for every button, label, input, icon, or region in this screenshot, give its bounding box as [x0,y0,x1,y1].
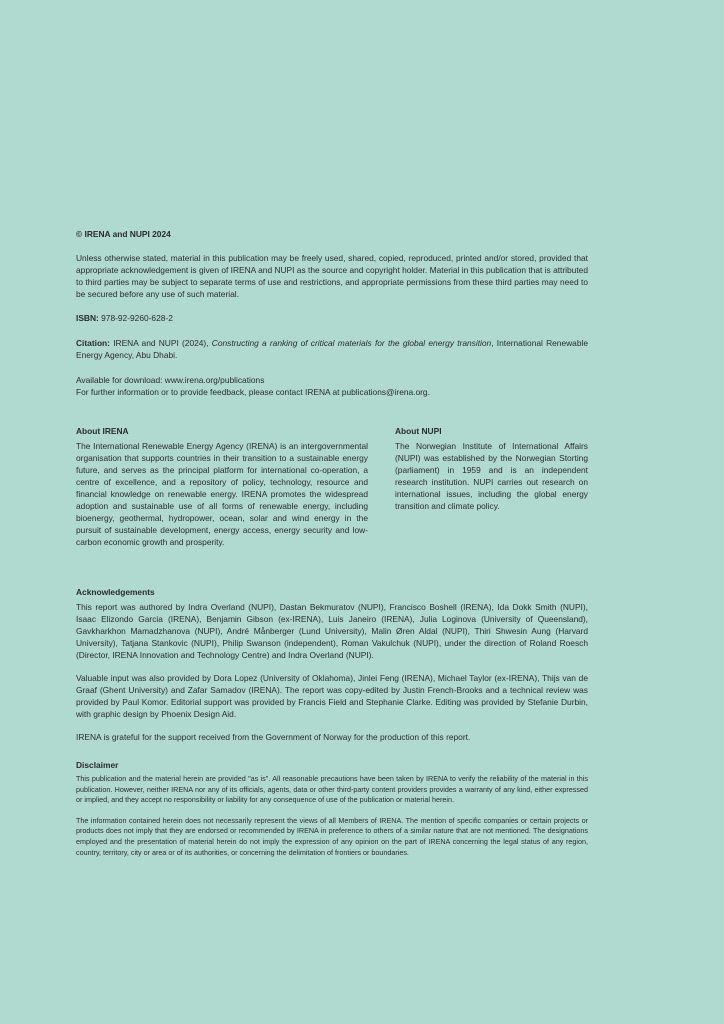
copyright-line [76,228,588,240]
availability-block [76,374,588,398]
license-text: Unless otherwise stated, material in this publication may be freely used, shared, copied, reproduced, printed and/or stored, provided that appropriate acknowledgement is given of IRENA and NUPI as the source and copyright holder. Material in this publication that is attributed to third parties may be subject to separate terms of use and restrictions, and appropriate permissions from these third parties may need to be secured before any use of such material. [76,253,588,299]
citation-publisher: , International Renewable Energy Agency, Abu Dhabi. [76,338,588,360]
disclaimer-paragraph-2: The information contained herein does not necessarily represent the views of all Members of IRENA. The mention of specific companies or certain projects or products does not imply that they are endorsed or recommended by IRENA in preference to others of a similar nature that are not mentioned. The designations employed and the presentation of material herein do not imply the expression of any opinion on the part of IRENA concerning the legal status of any region, country, territory, city or area or of its authorities, or concerning the delimitation of frontiers or boundaries. [76,815,588,857]
disclaimer-heading: Disclaimer [76,760,119,770]
citation-title: Constructing a ranking of critical materials for the global energy transition [211,338,492,348]
acknowledgements-support: IRENA is grateful for the support received from the Government of Norway for the production of this report. [76,732,471,742]
about-nupi-section [395,425,588,512]
isbn-line [76,312,588,324]
isbn-value: 978-92-9260-628-2 [101,313,173,323]
citation-paragraph [76,337,588,361]
license-paragraph [76,252,588,300]
about-irena-heading: About IRENA [76,426,129,436]
about-nupi-text: The Norwegian Institute of International Affairs (NUPI) was established by the Norwegian Storting (parliament) in 1959 and is an independent research institution. NUPI carries out research on international issues, including the global energy transition and climate policy. [395,441,588,511]
about-nupi-heading: About NUPI [395,426,442,436]
acknowledgements-authors: This report was authored by Indra Overland (NUPI), Dastan Bekmuratov (NUPI), Francisco Boshell (IRENA), Ida Dokk Smith (NUPI), Isaac Elizondo Garcia (IRENA), Benjamin Gibson (ex-IRENA), Luis Janeiro (IRENA), Julia Loginova (University of Queensland), Gavkharkhon Mamadzhanova (NUPI), André Månberger (Lund University), Malin Øren Aldal (NUPI), Thiri Shwesin Aung (Harvard University), Tatjana Stankovic (NUPI), Philip Swanson (independent), Roman Vakulchuk (NUPI), under the direction of Roland Roesch (Director, IRENA Innovation and Technology Centre) and Indra Overland (NUPI). [76,602,588,660]
download-text: Available for download: www.irena.org/publications [76,375,265,385]
feedback-text: For further information or to provide feedback, please contact IRENA at publications@irena.org. [76,387,430,397]
acknowledgements-heading: Acknowledgements [76,587,155,597]
disclaimer-paragraph-1: This publication and the material herein are provided "as is". All reasonable precautions have been taken by IRENA to verify the reliability of the material in this publication. However, neither IRENA nor any of its officials, agents, data or other third-party content providers provides a warranty of any kind, either expressed or implied, and they accept no responsibility or liability for any consequence of use of the publication or material herein. [76,774,588,805]
acknowledgements-section [76,586,588,743]
citation-label: Citation: [76,338,110,348]
about-irena-text: The International Renewable Energy Agency (IRENA) is an intergovernmental organisation that supports countries in their transition to a sustainable energy future, and serves as the principal platform for international co-operation, a centre of excellence, and a repository of policy, technology, resource and financial knowledge on renewable energy. IRENA promotes the widespread adoption and sustainable use of all forms of renewable energy, including bioenergy, geothermal, hydropower, ocean, solar and wind energy in the pursuit of sustainable development, energy access, energy security and low-carbon economic growth and prosperity. [76,441,368,547]
acknowledgements-input: Valuable input was also provided by Dora Lopez (University of Oklahoma), Jinlei Feng (IRENA), Michael Taylor (ex-IRENA), Thijs van de Graaf (Ghent University) and Zafar Samadov (IRENA). The report was copy-edited by Justin French-Brooks and a technical review was provided by Paul Komor. Editorial support was provided by Francis Field and Stephanie Clarke. Editing was provided by Stefanie Durbin, with graphic design by Phoenix Design Aid. [76,673,588,719]
copyright-text: © IRENA and NUPI 2024 [76,229,171,239]
citation-authors: IRENA and NUPI (2024), [113,338,209,348]
about-irena-section [76,425,368,548]
isbn-label: ISBN: [76,313,99,323]
disclaimer-section [76,759,588,858]
